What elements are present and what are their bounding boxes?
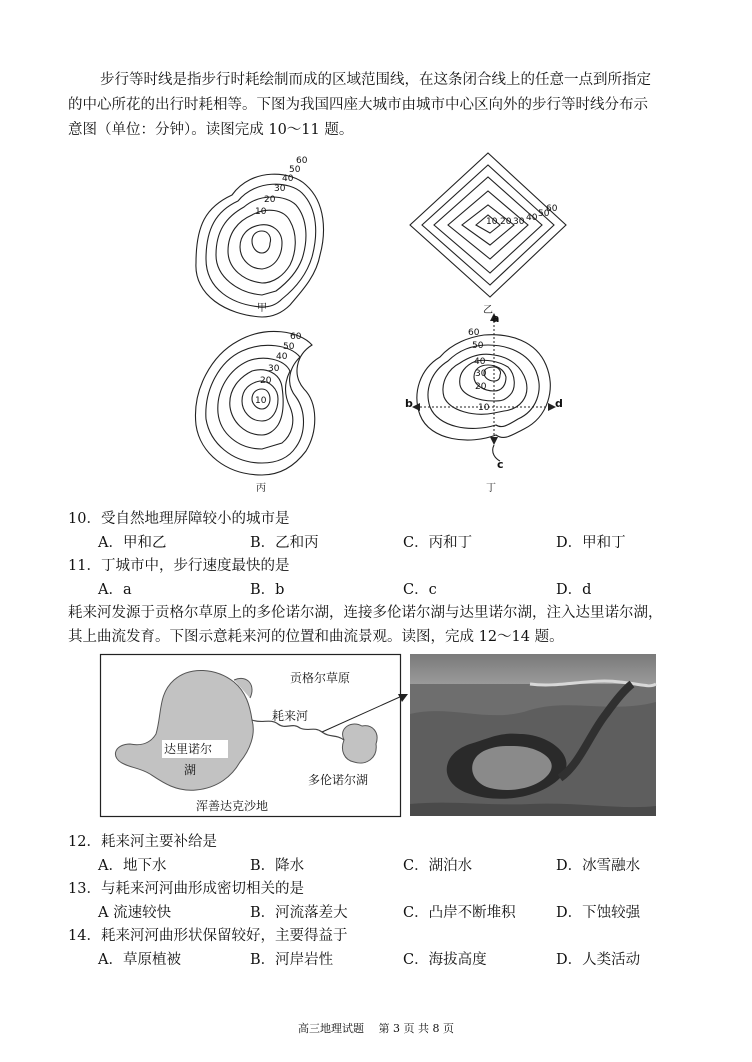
map-lake-dolon-nur: 多伦诺尔湖 bbox=[308, 773, 369, 787]
caption-jia: 甲 bbox=[257, 303, 267, 314]
intro-line-1: 步行等时线是指步行时耗绘制而成的区域范围线，在这条闭合线上的任意一点到所指定 bbox=[100, 72, 651, 88]
yi-label-40: 40 bbox=[526, 213, 538, 223]
map-lake-dali-nur: 达里诺尔 bbox=[164, 742, 213, 756]
yi-label-60: 60 bbox=[546, 204, 558, 214]
ding-direction-d: d bbox=[555, 397, 563, 410]
isochrone-jia bbox=[196, 174, 324, 317]
jia-label-40: 40 bbox=[282, 174, 294, 184]
q14-option-c: C．海拔高度 bbox=[403, 952, 487, 968]
q10-option-a: A．甲和乙 bbox=[98, 535, 167, 551]
intro2-line-1: 耗来河发源于贡格尔草原上的多伦诺尔湖，连接多伦诺尔湖与达里诺尔湖，注入达里诺尔湖， bbox=[68, 605, 663, 621]
ding-direction-a: a bbox=[492, 312, 500, 325]
map-lake-dali-nur-suffix: 湖 bbox=[184, 763, 197, 777]
q12-option-a: A．地下水 bbox=[98, 858, 167, 874]
isochrone-figure bbox=[0, 145, 752, 495]
bing-label-10: 10 bbox=[255, 396, 267, 406]
meander-photo bbox=[410, 654, 656, 816]
yi-label-20: 20 bbox=[500, 217, 512, 227]
q13-option-b: B．河流落差大 bbox=[250, 905, 348, 921]
map-grassland: 贡格尔草原 bbox=[290, 671, 351, 685]
ding-label-50: 50 bbox=[472, 341, 484, 351]
ding-direction-c: c bbox=[497, 458, 504, 471]
q10-stem: 10．受自然地理屏障较小的城市是 bbox=[68, 511, 290, 527]
q12-option-c: C．湖泊水 bbox=[403, 858, 473, 874]
jia-label-30: 30 bbox=[274, 184, 286, 194]
q12-option-b: B．降水 bbox=[250, 858, 305, 874]
q14-option-b: B．河岸岩性 bbox=[250, 952, 334, 968]
q10-option-b: B．乙和丙 bbox=[250, 535, 319, 551]
q10-option-c: C．丙和丁 bbox=[403, 535, 473, 551]
q13-option-c: C．凸岸不断堆积 bbox=[403, 905, 516, 921]
jia-label-10: 10 bbox=[255, 207, 267, 217]
jia-label-50: 50 bbox=[289, 165, 301, 175]
bing-label-60: 60 bbox=[290, 332, 302, 342]
q14-option-d: D．人类活动 bbox=[556, 952, 641, 968]
q11-stem: 11．丁城市中，步行速度最快的是 bbox=[68, 558, 290, 574]
caption-yi: 乙 bbox=[483, 305, 493, 316]
caption-bing: 丙 bbox=[256, 483, 266, 494]
ding-label-60: 60 bbox=[468, 328, 480, 338]
yi-label-30: 30 bbox=[513, 217, 525, 227]
q12-option-d: D．冰雪融水 bbox=[556, 858, 641, 874]
q11-option-a: A．a bbox=[98, 582, 132, 598]
q13-option-d: D．下蚀较强 bbox=[556, 905, 641, 921]
yi-label-50: 50 bbox=[538, 209, 550, 219]
isochrone-ding bbox=[417, 335, 550, 461]
river-location-map bbox=[100, 654, 420, 822]
q13-stem: 13．与耗来河河曲形成密切相关的是 bbox=[68, 881, 304, 897]
q10-option-d: D．甲和丁 bbox=[556, 535, 626, 551]
intro-line-2: 的中心所花的出行时耗相等。下图为我国四座大城市由城市中心区向外的步行等时线分布示 bbox=[68, 97, 648, 113]
intro-line-3: 意图（单位：分钟）。读图完成 10～11 题。 bbox=[68, 122, 354, 138]
map-sandland: 浑善达克沙地 bbox=[196, 799, 269, 813]
bing-label-40: 40 bbox=[276, 352, 288, 362]
bing-label-20: 20 bbox=[260, 376, 272, 386]
bing-label-50: 50 bbox=[283, 342, 295, 352]
q11-option-b: B．b bbox=[250, 582, 285, 598]
intro2-line-2: 其上曲流发育。下图示意耗来河的位置和曲流景观。读图，完成 12～14 题。 bbox=[68, 629, 564, 645]
yi-label-10: 10 bbox=[486, 217, 498, 227]
q12-stem: 12．耗来河主要补给是 bbox=[68, 834, 217, 850]
q11-option-d: D．d bbox=[556, 582, 592, 598]
ding-direction-b: b bbox=[405, 397, 413, 410]
bing-label-30: 30 bbox=[268, 364, 280, 374]
q14-option-a: A．草原植被 bbox=[98, 952, 181, 968]
ding-label-20: 20 bbox=[475, 382, 487, 392]
q11-option-c: C．c bbox=[403, 582, 437, 598]
jia-label-20: 20 bbox=[264, 195, 276, 205]
caption-ding: 丁 bbox=[486, 483, 496, 494]
jia-label-60: 60 bbox=[296, 156, 308, 166]
page-footer: 高三地理试题 第 3 页 共 8 页 bbox=[298, 1022, 454, 1035]
map-river: 耗来河 bbox=[272, 709, 309, 723]
ding-label-10: 10 bbox=[478, 403, 490, 413]
ding-label-30: 30 bbox=[475, 369, 487, 379]
ding-label-40: 40 bbox=[474, 357, 486, 367]
q13-option-a: A 流速较快 bbox=[98, 905, 172, 921]
q14-stem: 14．耗来河河曲形状保留较好，主要得益于 bbox=[68, 928, 348, 944]
